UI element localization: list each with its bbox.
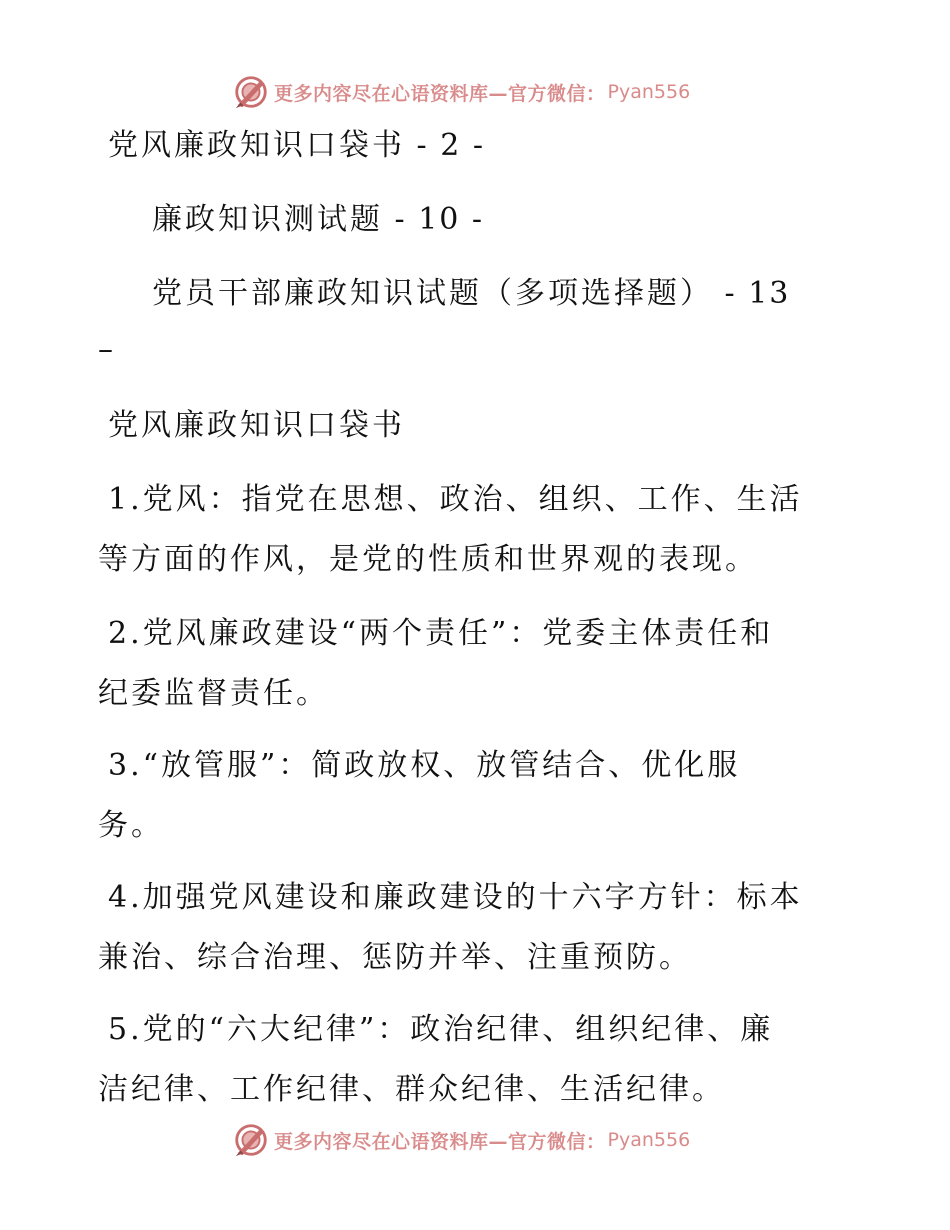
- list-item-4-line2: 兼治、综合治理、惩防并举、注重预防。: [98, 940, 692, 975]
- watermark-contact: Pyan556: [607, 1129, 691, 1151]
- list-item-4-line1: 4.加强党风建设和廉政建设的十六字方针：标本: [108, 880, 803, 915]
- footer-watermark: [232, 1120, 690, 1160]
- pen-seal-icon: [232, 1121, 270, 1159]
- watermark-contact: Pyan556: [607, 81, 691, 103]
- watermark-text: 更多内容尽在心语资料库—官方微信：: [274, 82, 606, 105]
- list-item-1-line2: 等方面的作风，是党的性质和世界观的表现。: [98, 542, 758, 577]
- list-item-5-line2: 洁纪律、工作纪律、群众纪律、生活纪律。: [98, 1072, 725, 1107]
- pen-seal-icon: [232, 73, 270, 111]
- toc-entry-1[interactable]: [108, 126, 485, 166]
- toc-entry-title: 党员干部廉政知识试题（多项选择题）: [152, 276, 713, 311]
- list-item-2-line1: 2.党风廉政建设“两个责任”：党委主体责任和: [108, 616, 774, 651]
- list-item-3-line1: 3.“放管服”：简政放权、放管结合、优化服: [108, 748, 741, 783]
- list-item-1-line1: 1.党风：指党在思想、政治、组织、工作、生活: [108, 482, 803, 517]
- watermark-text: 更多内容尽在心语资料库—官方微信：: [274, 1130, 606, 1153]
- toc-entry-title: 党风廉政知识口袋书: [108, 128, 405, 163]
- toc-entry-3[interactable]: [152, 274, 790, 314]
- toc-entry-3-wrap: [98, 330, 116, 370]
- section-title: 党风廉政知识口袋书: [108, 408, 405, 443]
- toc-entry-page-wrap: –: [98, 332, 116, 367]
- toc-entry-page: - 13: [713, 276, 791, 311]
- toc-entry-page: - 10 -: [383, 202, 485, 237]
- header-watermark: [232, 72, 690, 112]
- list-item-3-line2: 务。: [98, 808, 164, 843]
- list-item-2-line2: 纪委监督责任。: [98, 676, 329, 711]
- toc-entry-title: 廉政知识测试题: [152, 202, 383, 237]
- toc-entry-2[interactable]: [152, 200, 484, 240]
- list-item-5-line1: 5.党的“六大纪律”：政治纪律、组织纪律、廉: [108, 1012, 774, 1047]
- toc-entry-page: - 2 -: [405, 128, 485, 163]
